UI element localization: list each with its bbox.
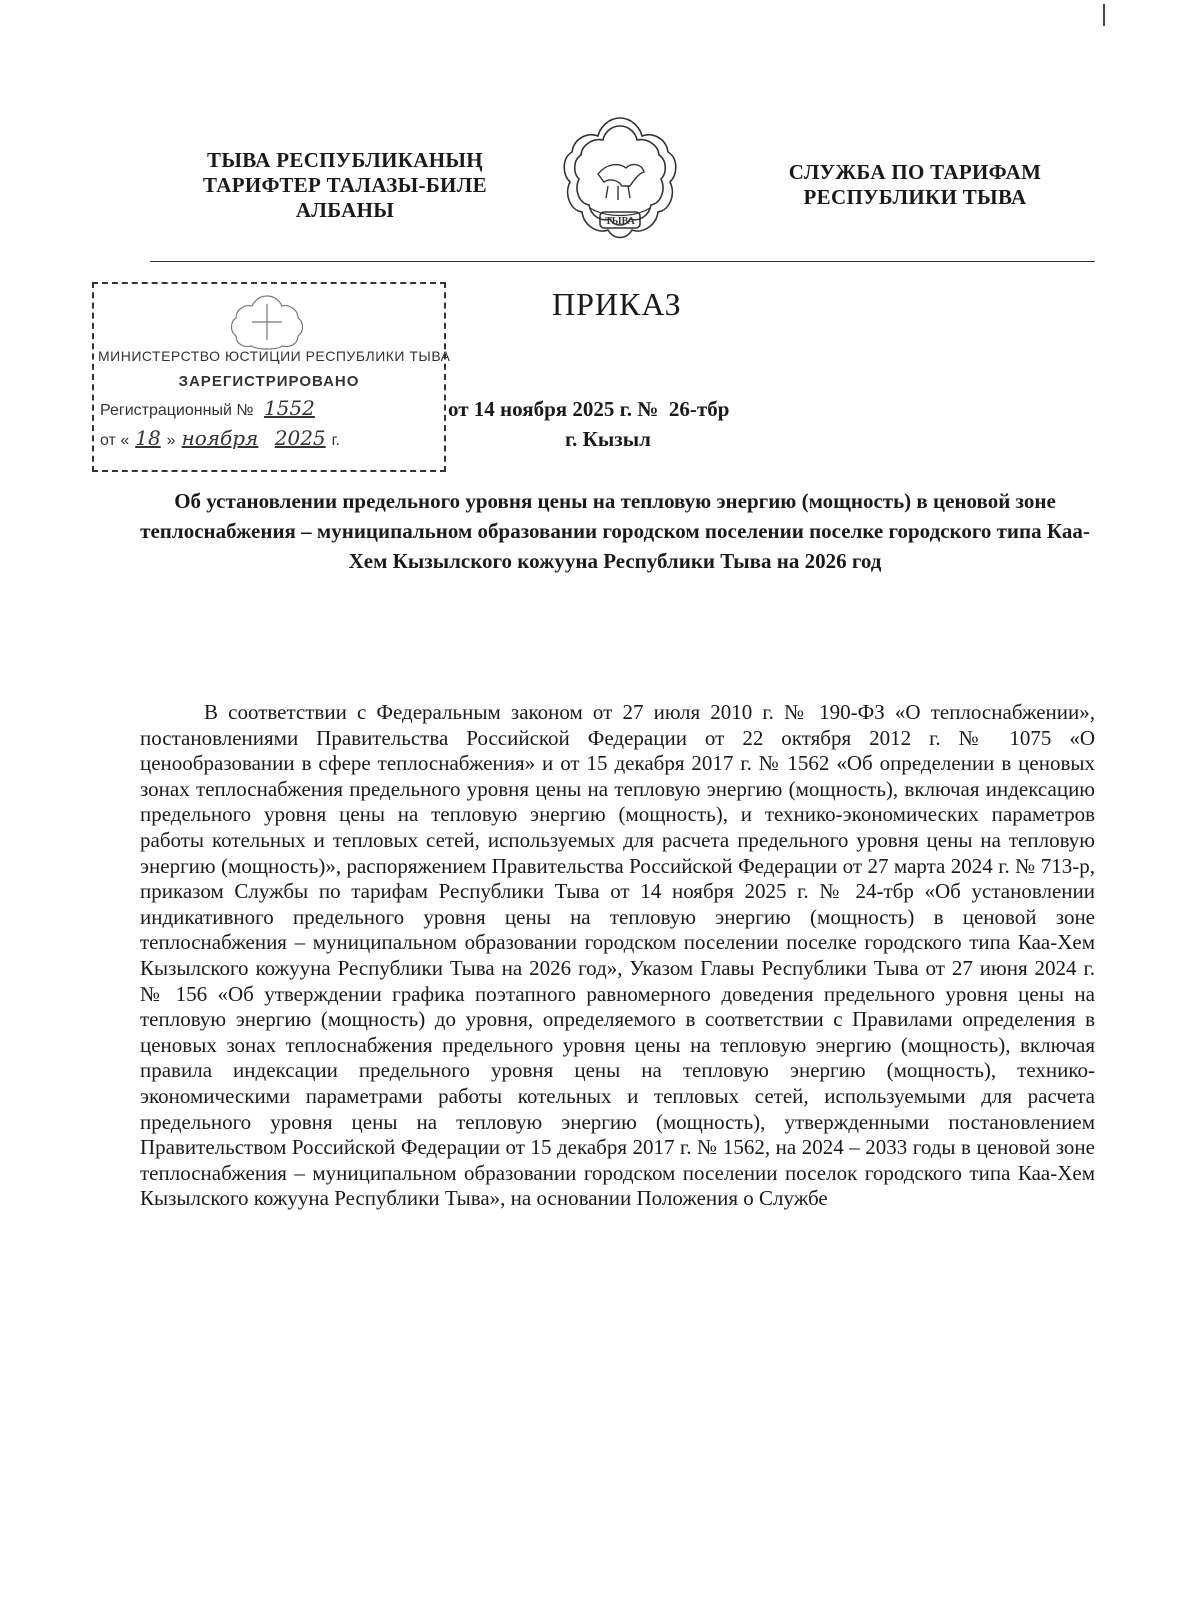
- emblem-text: ТЫВА: [605, 216, 635, 227]
- document-title: ПРИКАЗ: [552, 286, 682, 322]
- header-left-line: ТЫВА РЕСПУБЛИКАНЫҢ: [207, 148, 483, 172]
- header-right-agency-name: [765, 160, 1065, 210]
- stamp-registered-label: ЗАРЕГИСТРИРОВАНО: [178, 373, 360, 390]
- document-city: г. Кызыл: [565, 427, 651, 451]
- stamp-date-suffix: г.: [331, 432, 340, 449]
- document-body-paragraph: В соответствии с Федеральным законом от 27 июля 2010 г. № 190-ФЗ «О теплоснабжении», постановлениями Правительства Российской Федерации от 22 октября 2012 г. № 1075 «О ценообразовании в сфере теплоснабжения» и от 15 декабря 2017 г. № 1562 «Об определении в ценовых зонах теплоснабжения предельного уровня цены на тепловую энергию (мощность), включая индексацию предельного уровня цены на тепловую энергию (мощность), и технико-экономических параметров работы котельных и тепловых сетей, используемых для расчета предельного уровня цены на тепловую энергию (мощность)», распоряжением Правительства Российской Федерации от 27 марта 2024 г. № 713-р, приказом Службы по тарифам Республики Тыва от 14 ноября 2025 г. № 24-тбр «Об установлении индикативного предельного уровня цены на тепловую энергию (мощность) в ценовой зоне теплоснабжения – муниципальном образовании городском поселении поселке городского типа Каа-Хем Кызылского кожууна Республики Тыва на 2026 год», Указом Главы Республики Тыва от 27 июня 2024 г. № 156 «Об утверждении графика поэтапного равномерного доведения предельного уровня цены на тепловую энергию (мощность) до уровня, определяемого в соответствии с Правилами определения в ценовых зонах теплоснабжения предельного уровня цены на тепловую энергию (мощность), включая правила индексации предельного уровня цены на тепловую энергию (мощность), технико-экономическими параметрами работы котельных и тепловых сетей, используемыми для расчета предельного уровня цены на тепловую энергию (мощность), утвержденными постановлением Правительством Российской Федерации от 15 декабря 2017 г. № 1562, на 2024 – 2033 годы в ценовой зоне теплоснабжения – муниципальном образовании городском поселении поселок городского типа Каа-Хем Кызылского кожууна Республики Тыва», на основании Положения о Службе: [140, 700, 1095, 1211]
- stamp-date-month: ноября: [181, 426, 259, 450]
- stamp-date-prefix: от «: [100, 432, 130, 449]
- header-right-line: РЕСПУБЛИКИ ТЫВА: [803, 185, 1027, 209]
- scan-mark: [1103, 4, 1105, 26]
- stamp-date-separator: »: [166, 432, 176, 449]
- document-subject: Об установлении предельного уровня цены на тепловую энергию (мощность) в ценовой зоне теплоснабжения – муниципальном образовании городском поселении поселке городского типа Каа-Хем Кызылского кожууна Республики Тыва на 2026 год: [140, 489, 1090, 573]
- stamp-registration-number-line: [100, 396, 321, 420]
- header-right-line: СЛУЖБА ПО ТАРИФАМ: [788, 160, 1042, 184]
- stamp-emblem-icon: [222, 292, 312, 352]
- tuva-coat-of-arms-icon: [560, 112, 680, 256]
- header-left-agency-name: [175, 148, 515, 223]
- stamp-ministry-name: МИНИСТЕРСТВО ЮСТИЦИИ РЕСПУБЛИКИ ТЫВА: [98, 348, 451, 364]
- header-divider: [150, 261, 1095, 262]
- stamp-registration-number: 1552: [263, 396, 315, 420]
- header-left-line: ТАРИФТЕР ТАЛАЗЫ-БИЛЕ: [203, 173, 487, 197]
- stamp-registration-label: Регистрационный №: [100, 402, 254, 419]
- header-left-line: АЛБАНЫ: [295, 198, 395, 222]
- stamp-date-year: 2025: [274, 426, 326, 450]
- registration-stamp: [92, 282, 451, 472]
- document-date-number: от 14 ноября 2025 г. № 26-тбр: [448, 397, 730, 421]
- stamp-date-line: [100, 426, 340, 450]
- stamp-date-day: 18: [135, 426, 161, 450]
